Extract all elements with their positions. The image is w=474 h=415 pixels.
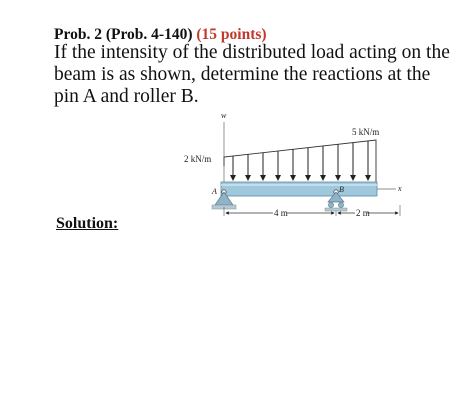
problem-statement: If the intensity of the distributed load acting on the beam is as shown, determine the reactions at the pin A and roller B. xyxy=(54,42,450,107)
dimension-lines xyxy=(224,205,400,216)
beam xyxy=(221,182,377,196)
dimension-label-4m: 4 m xyxy=(274,208,288,218)
x-axis-label: x xyxy=(398,184,402,193)
pin-label-a: A xyxy=(212,187,217,196)
problem-number: Prob. 2 (Prob. 4-140) xyxy=(54,26,193,43)
dimension-label-2m: 2 m xyxy=(356,208,370,218)
load-arrows xyxy=(233,141,368,180)
right-load-label: 5 kN/m xyxy=(352,127,380,137)
w-axis-label: w xyxy=(221,111,227,120)
points-value: (15 points) xyxy=(196,26,267,43)
roller-label-b: B xyxy=(339,185,344,194)
left-load-label: 2 kN/m xyxy=(184,154,212,164)
solution-label: Solution: xyxy=(56,215,119,232)
